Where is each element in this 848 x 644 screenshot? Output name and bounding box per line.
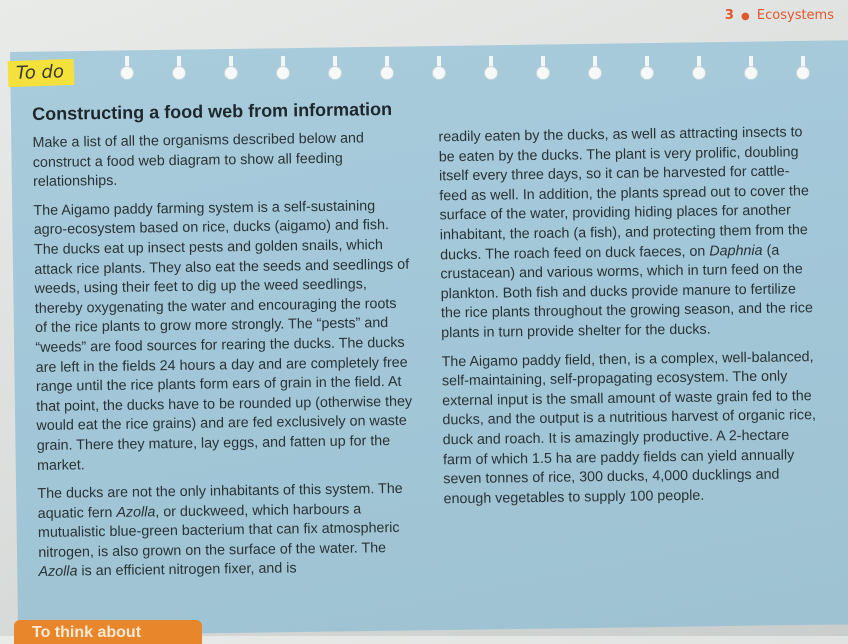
paragraph: The Aigamo paddy field, then, is a complex, well-balanced, self-maintaining, self-propagating ecosystem. The only external input is the small amount of waste grain fed to the ducks, and the output is a nutritious harvest of organic rice, duck and roach. It is amazingly productive. A 2-hectare farm of which 1.5 ha are paddy fields can yield annually seven tonnes of rice, 300 ducks, 4,000 ducklings and enough vegetables to supply 100 people. xyxy=(441,348,817,507)
ring-icon xyxy=(796,58,810,78)
paragraph: Make a list of all the organisms described below and construct a food web diagram to show all feeding relationships. xyxy=(32,130,365,191)
ring-icon xyxy=(224,58,238,78)
main-content xyxy=(32,93,829,584)
ring-icon xyxy=(588,58,602,78)
ring-icon xyxy=(172,58,186,78)
italic-term: Daphnia xyxy=(709,242,763,260)
text-run: readily eaten by the ducks, as well as attracting insects to be eaten by the ducks. The plant is very prolific, doubling itself every three days, so it can be harvested for cattle-feed as well. In addition, the plants spread out to cover the surface of the water, providing hiding places for another inhabitant, the roach (a fish), and protecting them from the ducks. The roach feed on duck faeces, on xyxy=(438,124,809,263)
text-run: (a crustacean) and various worms, which in turn feed on the plankton. Both fish and ducks provide manure to fertilize the rice plants throughout the growing season, and the rice plants in turn provide shelter for the ducks. xyxy=(440,242,814,342)
ring-icon xyxy=(120,58,134,78)
paragraph: The Aigamo paddy farming system is a self-sustaining agro-ecosystem based on rice, ducks (aigamo) and fish. The ducks eat up insect pests and golden snails, which attack rice plants. They also eat the seeds and seedlings of weeds, using their feet to dig up the weed seedlings, thereby oxygenating the water and encouraging the roots of the rice plants to grow more strongly. The “pests” and “weeds” are food sources for rearing the ducks. The ducks are left in the fields 24 hours a day and are completely free range until the rice plants form ears of grain in the field. At that point, the ducks have to be rounded up (otherwise they would eat the rice grains) and are fed exclusively on waste grain. There they mature, lay eggs, and fatten up for the market. xyxy=(33,198,413,474)
todo-tag: To do xyxy=(8,59,75,87)
bullet-dot-icon: ● xyxy=(741,11,750,22)
paragraph xyxy=(438,123,817,344)
left-column xyxy=(32,129,414,592)
ring-icon xyxy=(640,58,654,78)
chapter-number: 3 xyxy=(724,8,734,23)
ring-icon xyxy=(744,58,758,78)
italic-term: Azolla xyxy=(116,504,156,521)
ring-icon xyxy=(380,58,394,78)
right-column xyxy=(438,123,819,518)
ring-icon xyxy=(484,58,498,78)
ring-icon xyxy=(276,58,290,78)
text-run: , or duckweed, which harbours a mutualistic blue-green bacterium that can fix atmospheric nitrogen, is also grown on the surface of the water. The xyxy=(37,501,400,561)
chapter-title: Ecosystems xyxy=(756,8,834,23)
text-run: is an efficient nitrogen fixer, and is xyxy=(77,560,297,580)
ring-icon xyxy=(692,58,706,78)
ring-icon xyxy=(536,58,550,78)
binder-rings xyxy=(120,58,840,80)
to-think-about-tab: To think about xyxy=(14,620,202,644)
text-run: The ducks are not the only inhabitants of this system. The aquatic fern xyxy=(37,480,403,522)
paragraph xyxy=(37,480,414,583)
ring-icon xyxy=(328,58,342,78)
chapter-header xyxy=(725,8,834,23)
section-title: Constructing a food web from information xyxy=(32,98,393,124)
ring-icon xyxy=(432,58,446,78)
italic-term: Azolla xyxy=(38,563,78,581)
